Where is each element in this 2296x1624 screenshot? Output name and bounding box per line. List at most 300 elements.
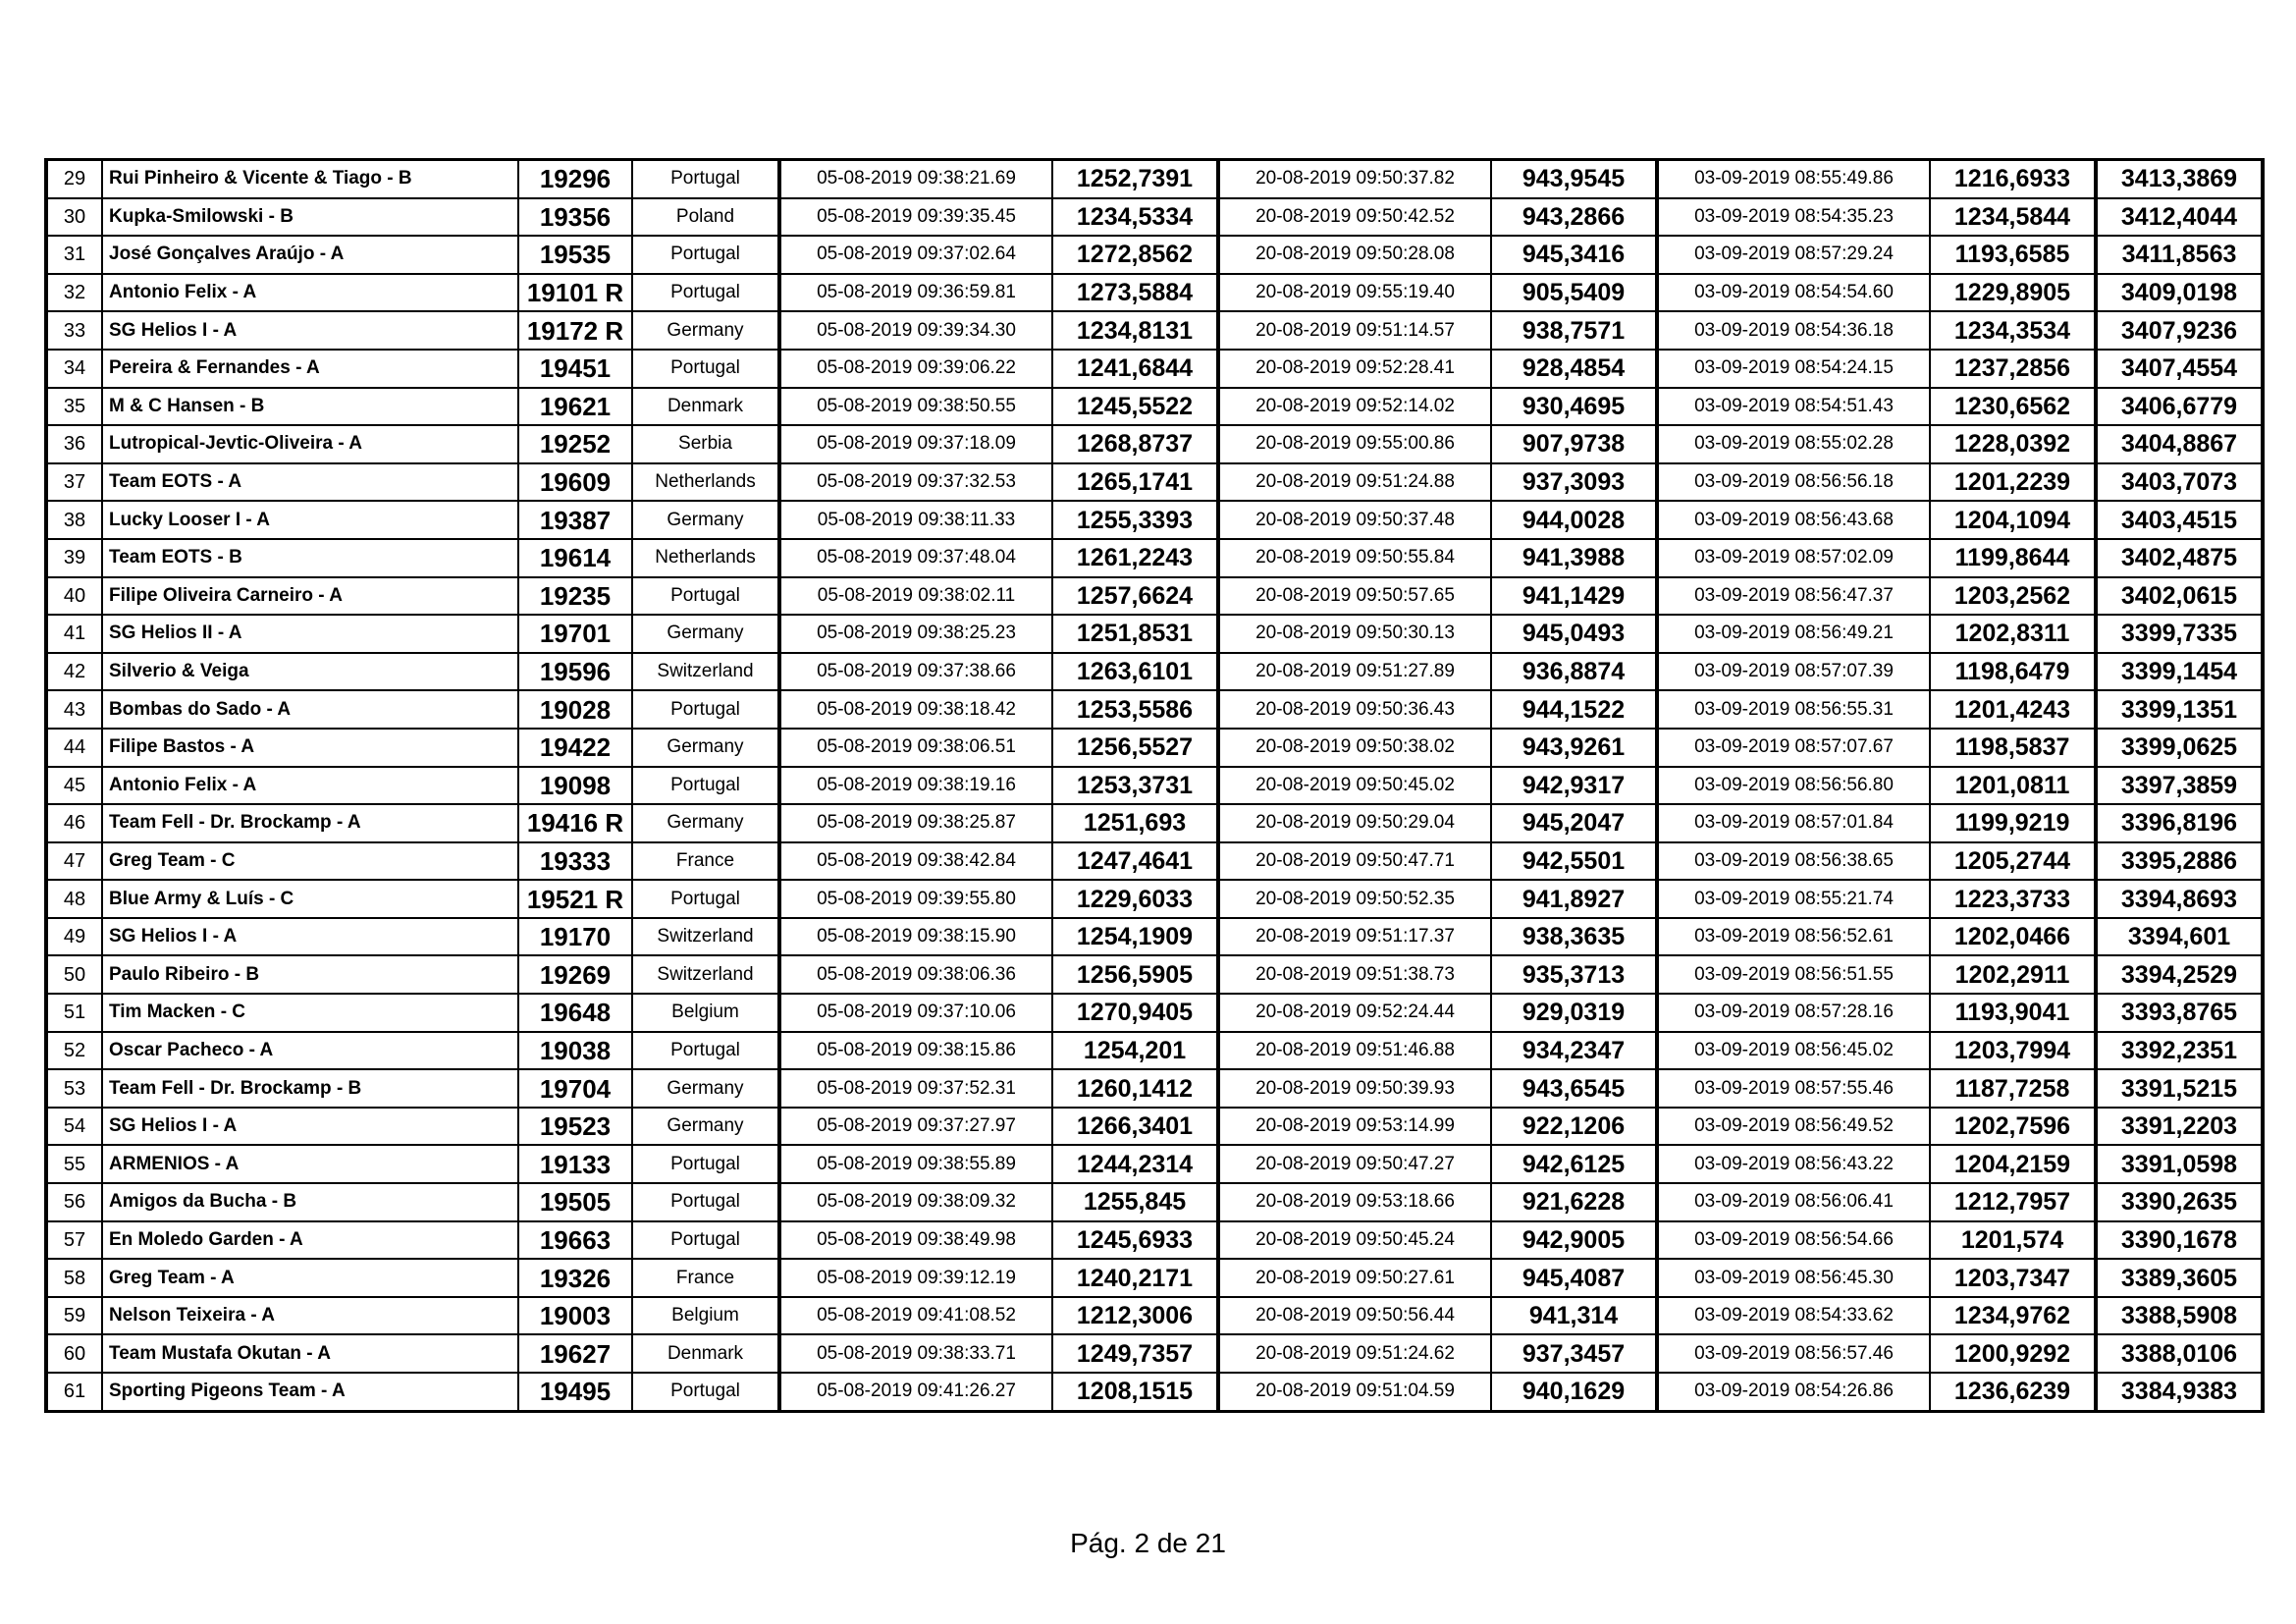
country-cell: Germany xyxy=(632,804,779,842)
team-name-cell: Rui Pinheiro & Vicente & Tiago - B xyxy=(102,160,518,198)
table-row xyxy=(46,804,2263,842)
total-points-cell: 3391,5215 xyxy=(2096,1069,2263,1108)
team-name-cell: Filipe Oliveira Carneiro - A xyxy=(102,577,518,616)
ring-number-cell: 19356 xyxy=(518,198,632,237)
total-points-cell: 3403,4515 xyxy=(2096,501,2263,539)
race2-time-cell: 20-08-2019 09:51:24.62 xyxy=(1218,1334,1491,1373)
race3-points-cell: 1236,6239 xyxy=(1930,1373,2096,1411)
race1-time-cell: 05-08-2019 09:39:35.45 xyxy=(779,198,1052,237)
ring-number-cell: 19003 xyxy=(518,1297,632,1335)
ring-number-cell: 19648 xyxy=(518,994,632,1032)
race3-points-cell: 1203,7347 xyxy=(1930,1259,2096,1297)
race2-time-cell: 20-08-2019 09:51:46.88 xyxy=(1218,1032,1491,1070)
race2-time-cell: 20-08-2019 09:51:17.37 xyxy=(1218,918,1491,956)
race3-points-cell: 1199,8644 xyxy=(1930,539,2096,577)
race2-time-cell: 20-08-2019 09:50:38.02 xyxy=(1218,729,1491,767)
ring-number-cell: 19495 xyxy=(518,1373,632,1411)
position-cell: 46 xyxy=(46,804,102,842)
race2-time-cell: 20-08-2019 09:52:24.44 xyxy=(1218,994,1491,1032)
race1-time-cell: 05-08-2019 09:38:11.33 xyxy=(779,501,1052,539)
country-cell: France xyxy=(632,842,779,881)
race2-time-cell: 20-08-2019 09:50:28.08 xyxy=(1218,236,1491,274)
race3-time-cell: 03-09-2019 08:55:21.74 xyxy=(1657,880,1930,918)
table-row xyxy=(46,1221,2263,1260)
race2-time-cell: 20-08-2019 09:53:14.99 xyxy=(1218,1108,1491,1146)
country-cell: Portugal xyxy=(632,1183,779,1221)
ring-number-cell: 19028 xyxy=(518,690,632,729)
position-cell: 39 xyxy=(46,539,102,577)
position-cell: 56 xyxy=(46,1183,102,1221)
team-name-cell: Pereira & Fernandes - A xyxy=(102,350,518,388)
total-points-cell: 3394,8693 xyxy=(2096,880,2263,918)
race1-time-cell: 05-08-2019 09:38:33.71 xyxy=(779,1334,1052,1373)
race2-time-cell: 20-08-2019 09:50:30.13 xyxy=(1218,615,1491,653)
race1-time-cell: 05-08-2019 09:38:25.23 xyxy=(779,615,1052,653)
race3-time-cell: 03-09-2019 08:57:02.09 xyxy=(1657,539,1930,577)
race2-points-cell: 942,6125 xyxy=(1491,1145,1657,1183)
team-name-cell: Filipe Bastos - A xyxy=(102,729,518,767)
ring-number-cell: 19269 xyxy=(518,955,632,994)
table-row xyxy=(46,236,2263,274)
race2-time-cell: 20-08-2019 09:50:37.82 xyxy=(1218,160,1491,198)
total-points-cell: 3412,4044 xyxy=(2096,198,2263,237)
ring-number-cell: 19422 xyxy=(518,729,632,767)
race3-points-cell: 1202,0466 xyxy=(1930,918,2096,956)
race3-points-cell: 1223,3733 xyxy=(1930,880,2096,918)
team-name-cell: M & C Hansen - B xyxy=(102,388,518,426)
race2-points-cell: 942,9005 xyxy=(1491,1221,1657,1260)
position-cell: 61 xyxy=(46,1373,102,1411)
position-cell: 55 xyxy=(46,1145,102,1183)
country-cell: Germany xyxy=(632,501,779,539)
race3-time-cell: 03-09-2019 08:56:49.52 xyxy=(1657,1108,1930,1146)
team-name-cell: Nelson Teixeira - A xyxy=(102,1297,518,1335)
position-cell: 52 xyxy=(46,1032,102,1070)
race2-points-cell: 945,3416 xyxy=(1491,236,1657,274)
ring-number-cell: 19521 R xyxy=(518,880,632,918)
race1-time-cell: 05-08-2019 09:37:10.06 xyxy=(779,994,1052,1032)
country-cell: Portugal xyxy=(632,1145,779,1183)
race3-points-cell: 1202,2911 xyxy=(1930,955,2096,994)
table-row xyxy=(46,690,2263,729)
country-cell: Switzerland xyxy=(632,955,779,994)
race2-time-cell: 20-08-2019 09:55:19.40 xyxy=(1218,274,1491,312)
team-name-cell: SG Helios I - A xyxy=(102,1108,518,1146)
table-row xyxy=(46,955,2263,994)
team-name-cell: SG Helios II - A xyxy=(102,615,518,653)
position-cell: 53 xyxy=(46,1069,102,1108)
race2-points-cell: 943,9261 xyxy=(1491,729,1657,767)
ring-number-cell: 19170 xyxy=(518,918,632,956)
race2-points-cell: 943,9545 xyxy=(1491,160,1657,198)
position-cell: 60 xyxy=(46,1334,102,1373)
ring-number-cell: 19704 xyxy=(518,1069,632,1108)
total-points-cell: 3395,2886 xyxy=(2096,842,2263,881)
position-cell: 41 xyxy=(46,615,102,653)
team-name-cell: Kupka-Smilowski - B xyxy=(102,198,518,237)
position-cell: 49 xyxy=(46,918,102,956)
race1-points-cell: 1266,3401 xyxy=(1052,1108,1218,1146)
race1-time-cell: 05-08-2019 09:38:06.51 xyxy=(779,729,1052,767)
race1-time-cell: 05-08-2019 09:38:25.87 xyxy=(779,804,1052,842)
total-points-cell: 3403,7073 xyxy=(2096,463,2263,502)
race3-points-cell: 1237,2856 xyxy=(1930,350,2096,388)
position-cell: 31 xyxy=(46,236,102,274)
team-name-cell: Lutropical-Jevtic-Oliveira - A xyxy=(102,425,518,463)
race1-time-cell: 05-08-2019 09:37:18.09 xyxy=(779,425,1052,463)
race2-time-cell: 20-08-2019 09:52:14.02 xyxy=(1218,388,1491,426)
race1-points-cell: 1256,5527 xyxy=(1052,729,1218,767)
race3-points-cell: 1204,1094 xyxy=(1930,501,2096,539)
ring-number-cell: 19627 xyxy=(518,1334,632,1373)
country-cell: Portugal xyxy=(632,236,779,274)
table-row xyxy=(46,577,2263,616)
total-points-cell: 3390,2635 xyxy=(2096,1183,2263,1221)
race3-time-cell: 03-09-2019 08:56:45.02 xyxy=(1657,1032,1930,1070)
race2-points-cell: 945,4087 xyxy=(1491,1259,1657,1297)
race3-time-cell: 03-09-2019 08:56:06.41 xyxy=(1657,1183,1930,1221)
race1-points-cell: 1245,6933 xyxy=(1052,1221,1218,1260)
position-cell: 51 xyxy=(46,994,102,1032)
position-cell: 37 xyxy=(46,463,102,502)
position-cell: 40 xyxy=(46,577,102,616)
race3-time-cell: 03-09-2019 08:57:29.24 xyxy=(1657,236,1930,274)
race1-points-cell: 1244,2314 xyxy=(1052,1145,1218,1183)
race2-points-cell: 944,0028 xyxy=(1491,501,1657,539)
ring-number-cell: 19451 xyxy=(518,350,632,388)
total-points-cell: 3389,3605 xyxy=(2096,1259,2263,1297)
total-points-cell: 3399,7335 xyxy=(2096,615,2263,653)
country-cell: Serbia xyxy=(632,425,779,463)
total-points-cell: 3396,8196 xyxy=(2096,804,2263,842)
race2-time-cell: 20-08-2019 09:50:45.02 xyxy=(1218,767,1491,805)
ring-number-cell: 19252 xyxy=(518,425,632,463)
race3-points-cell: 1201,0811 xyxy=(1930,767,2096,805)
race2-points-cell: 936,8874 xyxy=(1491,653,1657,691)
race3-time-cell: 03-09-2019 08:56:51.55 xyxy=(1657,955,1930,994)
position-cell: 35 xyxy=(46,388,102,426)
race1-points-cell: 1256,5905 xyxy=(1052,955,1218,994)
race2-points-cell: 937,3093 xyxy=(1491,463,1657,502)
ring-number-cell: 19098 xyxy=(518,767,632,805)
race1-time-cell: 05-08-2019 09:37:48.04 xyxy=(779,539,1052,577)
team-name-cell: Silverio & Veiga xyxy=(102,653,518,691)
race3-points-cell: 1234,9762 xyxy=(1930,1297,2096,1335)
race3-points-cell: 1228,0392 xyxy=(1930,425,2096,463)
country-cell: Portugal xyxy=(632,767,779,805)
country-cell: Belgium xyxy=(632,994,779,1032)
country-cell: Germany xyxy=(632,729,779,767)
team-name-cell: Antonio Felix - A xyxy=(102,274,518,312)
race2-points-cell: 941,3988 xyxy=(1491,539,1657,577)
race2-points-cell: 928,4854 xyxy=(1491,350,1657,388)
race1-points-cell: 1255,3393 xyxy=(1052,501,1218,539)
total-points-cell: 3394,2529 xyxy=(2096,955,2263,994)
race3-time-cell: 03-09-2019 08:55:49.86 xyxy=(1657,160,1930,198)
race1-points-cell: 1261,2243 xyxy=(1052,539,1218,577)
race1-points-cell: 1254,1909 xyxy=(1052,918,1218,956)
total-points-cell: 3406,6779 xyxy=(2096,388,2263,426)
position-cell: 30 xyxy=(46,198,102,237)
ring-number-cell: 19505 xyxy=(518,1183,632,1221)
country-cell: Portugal xyxy=(632,1032,779,1070)
country-cell: Germany xyxy=(632,1069,779,1108)
race3-points-cell: 1212,7957 xyxy=(1930,1183,2096,1221)
total-points-cell: 3393,8765 xyxy=(2096,994,2263,1032)
table-row xyxy=(46,994,2263,1032)
team-name-cell: Lucky Looser I - A xyxy=(102,501,518,539)
race1-points-cell: 1245,5522 xyxy=(1052,388,1218,426)
race2-time-cell: 20-08-2019 09:50:57.65 xyxy=(1218,577,1491,616)
race1-points-cell: 1251,693 xyxy=(1052,804,1218,842)
race1-points-cell: 1208,1515 xyxy=(1052,1373,1218,1411)
race1-time-cell: 05-08-2019 09:39:55.80 xyxy=(779,880,1052,918)
team-name-cell: Oscar Pacheco - A xyxy=(102,1032,518,1070)
race3-points-cell: 1204,2159 xyxy=(1930,1145,2096,1183)
race3-time-cell: 03-09-2019 08:54:51.43 xyxy=(1657,388,1930,426)
race2-time-cell: 20-08-2019 09:50:52.35 xyxy=(1218,880,1491,918)
race3-time-cell: 03-09-2019 08:55:02.28 xyxy=(1657,425,1930,463)
position-cell: 54 xyxy=(46,1108,102,1146)
table-row xyxy=(46,1373,2263,1411)
race1-time-cell: 05-08-2019 09:38:18.42 xyxy=(779,690,1052,729)
ring-number-cell: 19614 xyxy=(518,539,632,577)
race3-time-cell: 03-09-2019 08:57:07.39 xyxy=(1657,653,1930,691)
total-points-cell: 3409,0198 xyxy=(2096,274,2263,312)
race1-points-cell: 1252,7391 xyxy=(1052,160,1218,198)
race2-time-cell: 20-08-2019 09:50:36.43 xyxy=(1218,690,1491,729)
position-cell: 57 xyxy=(46,1221,102,1260)
race1-points-cell: 1260,1412 xyxy=(1052,1069,1218,1108)
ring-number-cell: 19535 xyxy=(518,236,632,274)
race2-points-cell: 942,5501 xyxy=(1491,842,1657,881)
race2-time-cell: 20-08-2019 09:50:45.24 xyxy=(1218,1221,1491,1260)
race3-time-cell: 03-09-2019 08:56:55.31 xyxy=(1657,690,1930,729)
table-row xyxy=(46,767,2263,805)
position-cell: 42 xyxy=(46,653,102,691)
race1-points-cell: 1257,6624 xyxy=(1052,577,1218,616)
race1-points-cell: 1241,6844 xyxy=(1052,350,1218,388)
race2-points-cell: 940,1629 xyxy=(1491,1373,1657,1411)
race3-points-cell: 1193,9041 xyxy=(1930,994,2096,1032)
race2-time-cell: 20-08-2019 09:50:47.27 xyxy=(1218,1145,1491,1183)
race3-time-cell: 03-09-2019 08:57:55.46 xyxy=(1657,1069,1930,1108)
race1-points-cell: 1240,2171 xyxy=(1052,1259,1218,1297)
race3-time-cell: 03-09-2019 08:54:36.18 xyxy=(1657,311,1930,350)
race3-points-cell: 1187,7258 xyxy=(1930,1069,2096,1108)
table-row xyxy=(46,1145,2263,1183)
race1-points-cell: 1253,3731 xyxy=(1052,767,1218,805)
team-name-cell: José Gonçalves Araújo - A xyxy=(102,236,518,274)
race1-time-cell: 05-08-2019 09:38:09.32 xyxy=(779,1183,1052,1221)
race1-time-cell: 05-08-2019 09:37:38.66 xyxy=(779,653,1052,691)
race1-time-cell: 05-08-2019 09:38:42.84 xyxy=(779,842,1052,881)
country-cell: Germany xyxy=(632,311,779,350)
ring-number-cell: 19235 xyxy=(518,577,632,616)
race3-points-cell: 1193,6585 xyxy=(1930,236,2096,274)
race3-points-cell: 1216,6933 xyxy=(1930,160,2096,198)
race2-points-cell: 921,6228 xyxy=(1491,1183,1657,1221)
race3-points-cell: 1203,2562 xyxy=(1930,577,2096,616)
race3-time-cell: 03-09-2019 08:54:33.62 xyxy=(1657,1297,1930,1335)
country-cell: Germany xyxy=(632,1108,779,1146)
race3-points-cell: 1198,5837 xyxy=(1930,729,2096,767)
race1-time-cell: 05-08-2019 09:39:12.19 xyxy=(779,1259,1052,1297)
race1-points-cell: 1234,8131 xyxy=(1052,311,1218,350)
team-name-cell: Blue Army & Luís - C xyxy=(102,880,518,918)
position-cell: 44 xyxy=(46,729,102,767)
country-cell: Denmark xyxy=(632,1334,779,1373)
race1-points-cell: 1251,8531 xyxy=(1052,615,1218,653)
table-row xyxy=(46,198,2263,237)
race3-time-cell: 03-09-2019 08:57:07.67 xyxy=(1657,729,1930,767)
race3-time-cell: 03-09-2019 08:54:24.15 xyxy=(1657,350,1930,388)
ring-number-cell: 19663 xyxy=(518,1221,632,1260)
race2-points-cell: 905,5409 xyxy=(1491,274,1657,312)
position-cell: 59 xyxy=(46,1297,102,1335)
table-row xyxy=(46,1259,2263,1297)
race1-time-cell: 05-08-2019 09:38:21.69 xyxy=(779,160,1052,198)
race1-time-cell: 05-08-2019 09:37:02.64 xyxy=(779,236,1052,274)
ring-number-cell: 19416 R xyxy=(518,804,632,842)
total-points-cell: 3399,1454 xyxy=(2096,653,2263,691)
country-cell: Portugal xyxy=(632,160,779,198)
country-cell: Portugal xyxy=(632,577,779,616)
ring-number-cell: 19621 xyxy=(518,388,632,426)
position-cell: 36 xyxy=(46,425,102,463)
table-row xyxy=(46,425,2263,463)
ring-number-cell: 19326 xyxy=(518,1259,632,1297)
race3-time-cell: 03-09-2019 08:56:43.22 xyxy=(1657,1145,1930,1183)
total-points-cell: 3394,601 xyxy=(2096,918,2263,956)
total-points-cell: 3390,1678 xyxy=(2096,1221,2263,1260)
race1-time-cell: 05-08-2019 09:38:02.11 xyxy=(779,577,1052,616)
country-cell: Denmark xyxy=(632,388,779,426)
race1-points-cell: 1270,9405 xyxy=(1052,994,1218,1032)
team-name-cell: SG Helios I - A xyxy=(102,918,518,956)
race2-points-cell: 941,314 xyxy=(1491,1297,1657,1335)
race1-points-cell: 1268,8737 xyxy=(1052,425,1218,463)
race1-points-cell: 1253,5586 xyxy=(1052,690,1218,729)
race3-points-cell: 1230,6562 xyxy=(1930,388,2096,426)
race1-time-cell: 05-08-2019 09:36:59.81 xyxy=(779,274,1052,312)
table-row xyxy=(46,615,2263,653)
race3-time-cell: 03-09-2019 08:56:47.37 xyxy=(1657,577,1930,616)
position-cell: 58 xyxy=(46,1259,102,1297)
race3-time-cell: 03-09-2019 08:56:56.80 xyxy=(1657,767,1930,805)
total-points-cell: 3407,4554 xyxy=(2096,350,2263,388)
race1-time-cell: 05-08-2019 09:37:27.97 xyxy=(779,1108,1052,1146)
position-cell: 45 xyxy=(46,767,102,805)
race3-points-cell: 1201,2239 xyxy=(1930,463,2096,502)
country-cell: Switzerland xyxy=(632,918,779,956)
country-cell: Belgium xyxy=(632,1297,779,1335)
country-cell: Netherlands xyxy=(632,463,779,502)
race3-time-cell: 03-09-2019 08:54:35.23 xyxy=(1657,198,1930,237)
table-row xyxy=(46,1297,2263,1335)
total-points-cell: 3411,8563 xyxy=(2096,236,2263,274)
race2-time-cell: 20-08-2019 09:55:00.86 xyxy=(1218,425,1491,463)
position-cell: 32 xyxy=(46,274,102,312)
race1-points-cell: 1247,4641 xyxy=(1052,842,1218,881)
team-name-cell: En Moledo Garden - A xyxy=(102,1221,518,1260)
team-name-cell: Team Fell - Dr. Brockamp - B xyxy=(102,1069,518,1108)
position-cell: 47 xyxy=(46,842,102,881)
table-row xyxy=(46,918,2263,956)
table-row xyxy=(46,880,2263,918)
table-row xyxy=(46,842,2263,881)
team-name-cell: Team EOTS - B xyxy=(102,539,518,577)
ring-number-cell: 19133 xyxy=(518,1145,632,1183)
race2-time-cell: 20-08-2019 09:50:42.52 xyxy=(1218,198,1491,237)
race3-time-cell: 03-09-2019 08:56:56.18 xyxy=(1657,463,1930,502)
race2-time-cell: 20-08-2019 09:51:38.73 xyxy=(1218,955,1491,994)
total-points-cell: 3388,5908 xyxy=(2096,1297,2263,1335)
race3-points-cell: 1201,4243 xyxy=(1930,690,2096,729)
race2-time-cell: 20-08-2019 09:51:14.57 xyxy=(1218,311,1491,350)
position-cell: 29 xyxy=(46,160,102,198)
position-cell: 38 xyxy=(46,501,102,539)
ring-number-cell: 19333 xyxy=(518,842,632,881)
race2-points-cell: 935,3713 xyxy=(1491,955,1657,994)
race2-time-cell: 20-08-2019 09:50:55.84 xyxy=(1218,539,1491,577)
race1-time-cell: 05-08-2019 09:37:52.31 xyxy=(779,1069,1052,1108)
race3-points-cell: 1202,8311 xyxy=(1930,615,2096,653)
country-cell: Portugal xyxy=(632,350,779,388)
race3-time-cell: 03-09-2019 08:56:43.68 xyxy=(1657,501,1930,539)
team-name-cell: Antonio Felix - A xyxy=(102,767,518,805)
table-row xyxy=(46,350,2263,388)
country-cell: Portugal xyxy=(632,1373,779,1411)
table-row xyxy=(46,311,2263,350)
race3-time-cell: 03-09-2019 08:57:01.84 xyxy=(1657,804,1930,842)
ring-number-cell: 19296 xyxy=(518,160,632,198)
race2-time-cell: 20-08-2019 09:52:28.41 xyxy=(1218,350,1491,388)
race3-time-cell: 03-09-2019 08:56:57.46 xyxy=(1657,1334,1930,1373)
results-table xyxy=(44,158,2265,1413)
race3-time-cell: 03-09-2019 08:56:52.61 xyxy=(1657,918,1930,956)
race1-time-cell: 05-08-2019 09:37:32.53 xyxy=(779,463,1052,502)
table-row xyxy=(46,729,2263,767)
position-cell: 43 xyxy=(46,690,102,729)
team-name-cell: Team Fell - Dr. Brockamp - A xyxy=(102,804,518,842)
team-name-cell: Greg Team - C xyxy=(102,842,518,881)
race2-points-cell: 944,1522 xyxy=(1491,690,1657,729)
ring-number-cell: 19038 xyxy=(518,1032,632,1070)
ring-number-cell: 19609 xyxy=(518,463,632,502)
race1-time-cell: 05-08-2019 09:41:08.52 xyxy=(779,1297,1052,1335)
table-row xyxy=(46,539,2263,577)
total-points-cell: 3399,0625 xyxy=(2096,729,2263,767)
race2-points-cell: 945,0493 xyxy=(1491,615,1657,653)
race3-time-cell: 03-09-2019 08:54:26.86 xyxy=(1657,1373,1930,1411)
race2-time-cell: 20-08-2019 09:51:04.59 xyxy=(1218,1373,1491,1411)
position-cell: 34 xyxy=(46,350,102,388)
race3-points-cell: 1199,9219 xyxy=(1930,804,2096,842)
total-points-cell: 3404,8867 xyxy=(2096,425,2263,463)
table-row xyxy=(46,653,2263,691)
race3-points-cell: 1234,5844 xyxy=(1930,198,2096,237)
race3-points-cell: 1203,7994 xyxy=(1930,1032,2096,1070)
team-name-cell: Sporting Pigeons Team - A xyxy=(102,1373,518,1411)
total-points-cell: 3402,4875 xyxy=(2096,539,2263,577)
race1-points-cell: 1255,845 xyxy=(1052,1183,1218,1221)
race2-points-cell: 941,1429 xyxy=(1491,577,1657,616)
race1-time-cell: 05-08-2019 09:38:19.16 xyxy=(779,767,1052,805)
country-cell: Netherlands xyxy=(632,539,779,577)
table-row xyxy=(46,1108,2263,1146)
country-cell: Portugal xyxy=(632,1221,779,1260)
